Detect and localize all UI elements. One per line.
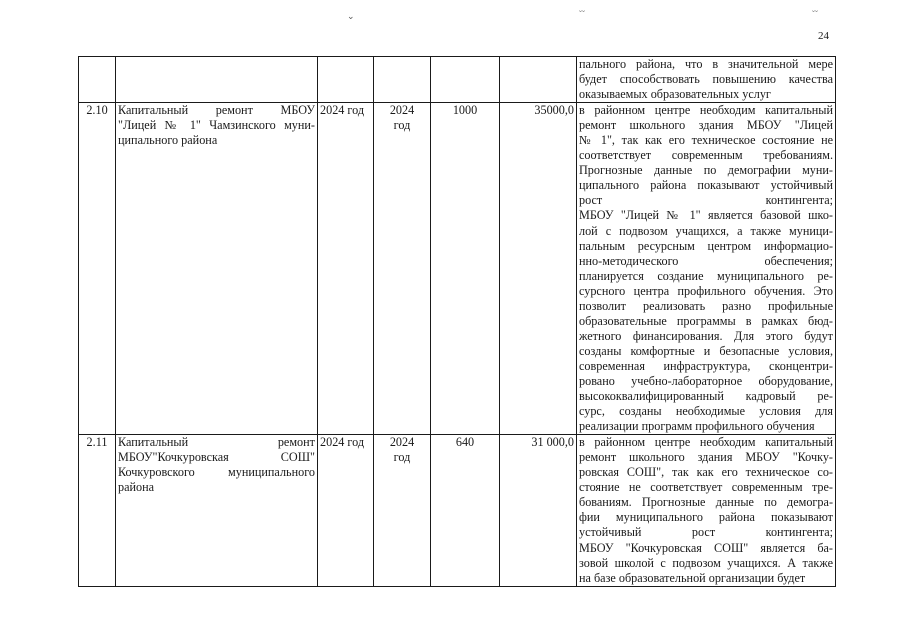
justification-line: ровано учебно-лабораторное оборудование, [579, 373, 833, 388]
end-year-cell [374, 435, 431, 586]
table-row [79, 103, 836, 435]
end-year-cell [374, 57, 431, 103]
justification-line: стояние не соответствует современным тре- [579, 480, 833, 495]
justification-line: МБОУ "Кочкуровская СОШ" является ба- [579, 540, 833, 555]
capacity-cell [431, 57, 500, 103]
object-name-cell [116, 435, 318, 586]
justification-line: МБОУ "Лицей № 1" является базовой шко- [579, 208, 833, 223]
item-number-cell [79, 435, 116, 586]
projects-table [78, 56, 836, 587]
year-start-line: 2024 год [320, 103, 365, 118]
page-number: 24 [818, 30, 829, 42]
justification-line: ремонт школьного здания МБОУ "Лицей [579, 118, 833, 133]
name-line: ципального района [118, 133, 218, 148]
cell-text: 31 000,0 [531, 435, 574, 450]
cost-cell [500, 57, 577, 103]
justification-line: в районном центре необходим капитальный [579, 435, 833, 450]
justification-line: лой с подвозом учащихся, а также муници- [579, 223, 833, 238]
start-year-cell [318, 103, 374, 435]
name-line: Кочкуровского муниципального [118, 465, 315, 480]
justification-line: устойчивый рост контингента; [579, 525, 833, 540]
justification-line: пальным ресурсным центром информацио- [579, 238, 833, 253]
justification-line: оказываемых образовательных услуг [579, 87, 771, 102]
table-row [79, 435, 836, 586]
table-row [79, 57, 836, 103]
justification-line: в районном центре необходим капитальный [579, 103, 833, 118]
start-year-cell [318, 57, 374, 103]
justification-line: № 1", так как его техническое состояние не [579, 133, 833, 148]
justification-cell [577, 57, 836, 103]
cell-text: 35000,0 [534, 103, 574, 118]
scan-speck: ⌄ [347, 11, 355, 21]
justification-line: ровская СОШ", так как его техническое со- [579, 465, 833, 480]
cell-text: 2.10 [86, 103, 108, 118]
justification-line: бованиям. Прогнозные данные по демогра- [579, 495, 833, 510]
justification-cell [577, 103, 836, 435]
year-start-line: 2024 год [320, 435, 365, 450]
justification-line: нно-методического обеспечения; [579, 253, 833, 268]
name-line: района [118, 480, 155, 495]
justification-line: на базе образовательной организации будет [579, 570, 806, 585]
name-line: МБОУ"Кочкуровская СОШ" [118, 450, 315, 465]
cell-text: 640 [455, 435, 475, 450]
justification-line: сурсного центра профильного обучения. Это [579, 283, 833, 298]
justification-cell [577, 435, 836, 586]
justification-line: образовательные программы в рамках бюд- [579, 313, 833, 328]
name-line: Капитальный ремонт МБОУ [118, 103, 315, 118]
justification-line: планируется создание муниципального ре- [579, 268, 833, 283]
justification-line: Прогнозные данные по демографии муни- [579, 163, 833, 178]
year-end-line: год [393, 450, 411, 465]
scan-speck: ˘˘ [579, 9, 585, 19]
item-number-cell [79, 103, 116, 435]
justification-line: позволит реализовать разно профильные [579, 298, 833, 313]
justification-line: зовой школой с подвозом учащихся. А также [579, 555, 833, 570]
year-end-line: 2024 [389, 435, 415, 450]
cost-cell [500, 435, 577, 586]
justification-line: высококвалифицированный кадровый ре- [579, 389, 833, 404]
name-line: Капитальный ремонт [118, 435, 315, 450]
capacity-cell [431, 435, 500, 586]
object-name-cell [116, 57, 318, 103]
name-line: "Лицей № 1" Чамзинского муни- [118, 118, 315, 133]
capacity-cell [431, 103, 500, 435]
justification-line: ципального района показывают устойчивый [579, 178, 833, 193]
year-end-line: 2024 [389, 103, 415, 118]
object-name-cell [116, 103, 318, 435]
year-end-line: год [393, 118, 411, 133]
cell-text: 1000 [452, 103, 478, 118]
cost-cell [500, 103, 577, 435]
justification-line: реализации программ профильного обучения [579, 419, 815, 434]
justification-line: жетного финансирования. Для этого будут [579, 328, 833, 343]
end-year-cell [374, 103, 431, 435]
scan-speck: ˘˘ [812, 9, 818, 19]
justification-line: соответствует современным требованиям. [579, 148, 833, 163]
justification-line: сурс, созданы необходимые условия для [579, 404, 833, 419]
justification-line: рост контингента; [579, 193, 833, 208]
start-year-cell [318, 435, 374, 586]
justification-line: ремонт школьного здания МБОУ "Кочку- [579, 450, 833, 465]
item-number-cell [79, 57, 116, 103]
justification-line: современная инфраструктура, сконцентри- [579, 358, 833, 373]
justification-line: пального района, что в значительной мере [579, 57, 833, 71]
cell-text: 2.11 [86, 435, 108, 450]
justification-line: созданы комфортные и безопасные условия, [579, 343, 833, 358]
justification-line: фии муниципального района показывают [579, 510, 833, 525]
justification-line: будет способствовать повышению качества [579, 72, 833, 87]
